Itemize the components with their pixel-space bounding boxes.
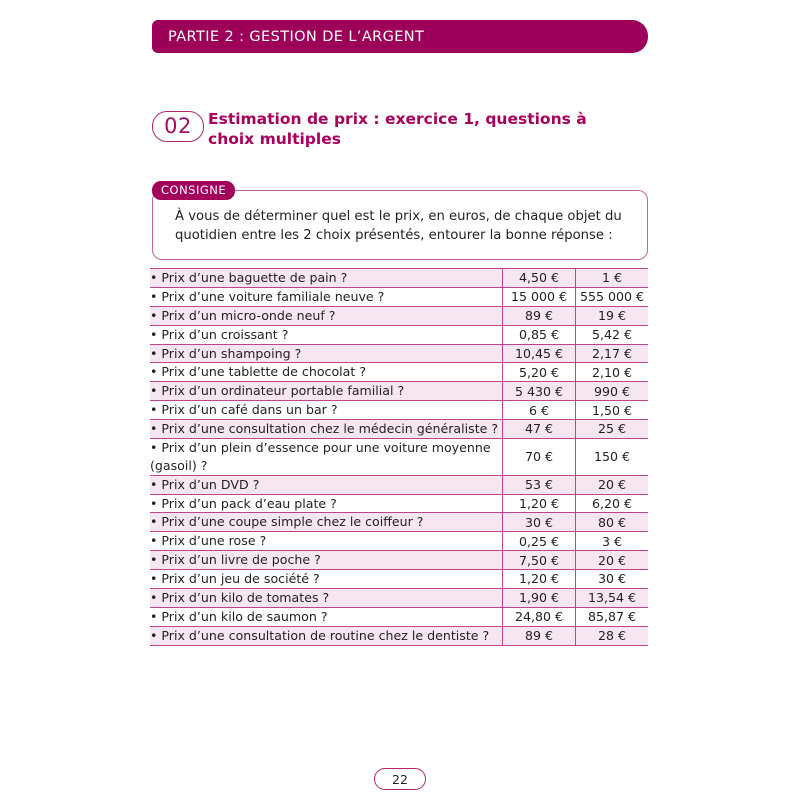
price-choice-a-cell[interactable]: 7,50 €	[503, 551, 576, 570]
table-row	[150, 420, 648, 439]
price-choice-b-cell[interactable]: 30 €	[576, 570, 649, 589]
price-choice-table	[150, 268, 648, 646]
price-choice-a-cell[interactable]: 0,85 €	[503, 325, 576, 344]
table-row	[150, 363, 648, 382]
price-choice-a-cell[interactable]: 1,90 €	[503, 588, 576, 607]
price-question-cell: • Prix d’un micro-onde neuf ?	[150, 306, 503, 325]
section-number-label: 02	[164, 114, 192, 138]
price-choice-a-cell[interactable]: 5 430 €	[503, 382, 576, 401]
table-row	[150, 551, 648, 570]
price-choice-b-cell[interactable]: 25 €	[576, 420, 649, 439]
price-choice-b-cell[interactable]: 555 000 €	[576, 287, 649, 306]
price-choice-a-cell[interactable]: 89 €	[503, 626, 576, 645]
table-row	[150, 287, 648, 306]
price-question-cell: • Prix d’un pack d’eau plate ?	[150, 494, 503, 513]
price-question-cell: • Prix d’une baguette de pain ?	[150, 269, 503, 288]
price-choice-b-cell[interactable]: 2,17 €	[576, 344, 649, 363]
price-choice-b-cell[interactable]: 3 €	[576, 532, 649, 551]
price-choice-a-cell[interactable]: 53 €	[503, 475, 576, 494]
table-row	[150, 588, 648, 607]
page-number-label: 22	[392, 771, 408, 787]
price-question-cell: • Prix d’un shampoing ?	[150, 344, 503, 363]
price-question-cell: • Prix d’un café dans un bar ?	[150, 401, 503, 420]
price-question-cell: • Prix d’un livre de poche ?	[150, 551, 503, 570]
price-choice-b-cell[interactable]: 2,10 €	[576, 363, 649, 382]
price-question-cell: • Prix d’une tablette de chocolat ?	[150, 363, 503, 382]
price-question-cell: • Prix d’une consultation chez le médecin généraliste ?	[150, 420, 503, 439]
price-question-cell: • Prix d’une voiture familiale neuve ?	[150, 287, 503, 306]
part-banner	[152, 20, 648, 53]
consigne-text: À vous de déterminer quel est le prix, en euros, de chaque objet du quotidien entre les 2 choix présentés, entourer la bonne réponse :	[175, 209, 622, 244]
price-choice-a-cell[interactable]: 10,45 €	[503, 344, 576, 363]
price-question-cell: • Prix d’un kilo de saumon ?	[150, 607, 503, 626]
price-choice-b-cell[interactable]: 20 €	[576, 551, 649, 570]
price-choice-b-cell[interactable]: 5,42 €	[576, 325, 649, 344]
consigne-block	[152, 183, 648, 260]
table-row	[150, 401, 648, 420]
price-question-cell: • Prix d’une rose ?	[150, 532, 503, 551]
price-choice-b-cell[interactable]: 6,20 €	[576, 494, 649, 513]
price-question-cell: • Prix d’un plein d’essence pour une voiture moyenne (gasoil) ?	[150, 438, 503, 475]
section-heading	[152, 110, 652, 150]
table-row	[150, 438, 648, 475]
price-choice-a-cell[interactable]: 1,20 €	[503, 494, 576, 513]
price-choice-a-cell[interactable]: 5,20 €	[503, 363, 576, 382]
price-choice-b-cell[interactable]: 13,54 €	[576, 588, 649, 607]
price-choice-a-cell[interactable]: 6 €	[503, 401, 576, 420]
price-question-cell: • Prix d’une consultation de routine chez le dentiste ?	[150, 626, 503, 645]
price-choice-b-cell[interactable]: 150 €	[576, 438, 649, 475]
consigne-tag: CONSIGNE	[152, 181, 235, 200]
table-row	[150, 513, 648, 532]
page-number-badge	[374, 768, 426, 790]
table-row	[150, 532, 648, 551]
price-choice-b-cell[interactable]: 1 €	[576, 269, 649, 288]
table-row	[150, 475, 648, 494]
table-row	[150, 306, 648, 325]
price-table-body	[150, 269, 648, 646]
table-row	[150, 626, 648, 645]
price-choice-a-cell[interactable]: 4,50 €	[503, 269, 576, 288]
table-row	[150, 325, 648, 344]
price-choice-a-cell[interactable]: 47 €	[503, 420, 576, 439]
table-row	[150, 382, 648, 401]
section-number-badge	[152, 111, 204, 142]
table-row	[150, 494, 648, 513]
price-question-cell: • Prix d’un jeu de société ?	[150, 570, 503, 589]
price-choice-b-cell[interactable]: 85,87 €	[576, 607, 649, 626]
price-choice-a-cell[interactable]: 15 000 €	[503, 287, 576, 306]
price-question-cell: • Prix d’un croissant ?	[150, 325, 503, 344]
price-question-cell: • Prix d’une coupe simple chez le coiffeur ?	[150, 513, 503, 532]
table-row	[150, 269, 648, 288]
price-choice-b-cell[interactable]: 19 €	[576, 306, 649, 325]
price-question-cell: • Prix d’un ordinateur portable familial ?	[150, 382, 503, 401]
section-title: Estimation de prix : exercice 1, questions à choix multiples	[208, 110, 587, 148]
consigne-box	[152, 190, 648, 260]
table-row	[150, 607, 648, 626]
price-question-cell: • Prix d’un kilo de tomates ?	[150, 588, 503, 607]
price-choice-b-cell[interactable]: 990 €	[576, 382, 649, 401]
price-choice-b-cell[interactable]: 28 €	[576, 626, 649, 645]
price-choice-a-cell[interactable]: 24,80 €	[503, 607, 576, 626]
table-row	[150, 344, 648, 363]
price-choice-a-cell[interactable]: 89 €	[503, 306, 576, 325]
price-choice-b-cell[interactable]: 80 €	[576, 513, 649, 532]
price-choice-a-cell[interactable]: 0,25 €	[503, 532, 576, 551]
price-question-cell: • Prix d’un DVD ?	[150, 475, 503, 494]
price-choice-a-cell[interactable]: 30 €	[503, 513, 576, 532]
part-banner-label: PARTIE 2 : GESTION DE L’ARGENT	[168, 28, 425, 45]
table-row	[150, 570, 648, 589]
price-choice-b-cell[interactable]: 20 €	[576, 475, 649, 494]
price-choice-a-cell[interactable]: 70 €	[503, 438, 576, 475]
price-choice-b-cell[interactable]: 1,50 €	[576, 401, 649, 420]
price-choice-a-cell[interactable]: 1,20 €	[503, 570, 576, 589]
